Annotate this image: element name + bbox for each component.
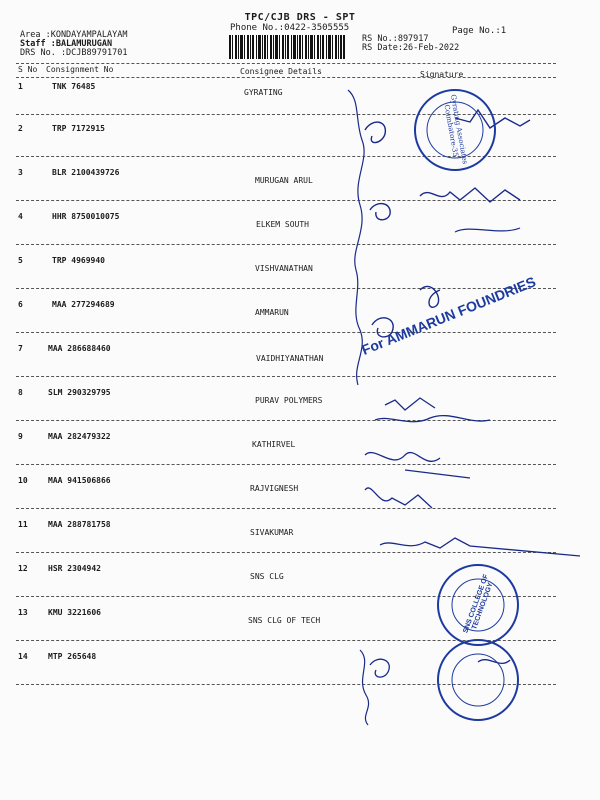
row-sno: 12 [18, 564, 28, 573]
row-consignee: RAJVIGNESH [250, 484, 299, 493]
row-sno: 8 [18, 388, 23, 397]
signature-row11 [380, 538, 580, 556]
row-sno: 5 [18, 256, 23, 265]
row-consignee: KATHIRVEL [252, 440, 296, 449]
row-sno: 9 [18, 432, 23, 441]
signature-bracket-stroke-bottom [360, 650, 369, 725]
row-consignment-no: KMU 3221606 [48, 608, 101, 617]
row-consignment-no: MAA 282479322 [48, 432, 111, 441]
row-consignee: SNS CLG [250, 572, 284, 581]
rs-number: RS No.:897917 [362, 34, 429, 44]
row-consignee: MURUGAN ARUL [255, 176, 313, 185]
row-sno: 10 [18, 476, 28, 485]
row-sno: 14 [18, 652, 28, 661]
gyrating-stamp-text: Gyrating Associates Coimbatore-35 [442, 93, 470, 165]
row-consignee: SNS CLG OF TECH [248, 616, 321, 625]
staff-label: Staff :BALAMURUGAN [20, 39, 113, 49]
signature-row4 [455, 228, 520, 232]
row-consignee: GYRATING [244, 88, 283, 97]
row-sno: 7 [18, 344, 23, 353]
row-consignment-no: MAA 277294689 [52, 300, 115, 309]
signature-row9 [365, 453, 470, 478]
row-sno: 2 [18, 124, 23, 133]
rs-date: RS Date:26-Feb-2022 [362, 43, 460, 53]
row-consignment-no: MAA 941506866 [48, 476, 111, 485]
row-consignment-no: TRP 4969940 [52, 256, 105, 265]
row-sno: 1 [18, 82, 23, 91]
col-consignment: Consignment No [46, 65, 114, 74]
phone-number: Phone No.:0422-3505555 [230, 23, 350, 33]
col-consignee: Consignee Details [240, 67, 322, 76]
row-consignee: ELKEM SOUTH [256, 220, 309, 229]
row-consignment-no: HSR 2304942 [48, 564, 101, 573]
signature-row10 [365, 488, 432, 508]
row-consignment-no: TNK 76485 [52, 82, 96, 91]
row-consignee: VISHVANATHAN [255, 264, 313, 273]
row-consignment-no: MAA 288781758 [48, 520, 111, 529]
signature-row3 [370, 188, 520, 220]
area-label: Area :KONDAYAMPALAYAM [20, 30, 128, 40]
row-consignment-no: MAA 286688460 [48, 344, 111, 353]
ammarun-stamp-text: For AMMARUN FOUNDRIES [359, 273, 538, 358]
sns-stamp-text: SNS COLLEGE OF TECHNOLOGY [462, 573, 495, 635]
document-title: TPC/CJB DRS - SPT [244, 12, 356, 23]
row-sno: 11 [18, 520, 28, 529]
row-consignment-no: TRP 7172915 [52, 124, 105, 133]
row-consignment-no: BLR 2100439726 [52, 168, 120, 177]
row-sno: 3 [18, 168, 23, 177]
row-consignment-no: SLM 290329795 [48, 388, 111, 397]
row-sno: 4 [18, 212, 23, 221]
row-consignment-no: HHR 8750010075 [52, 212, 120, 221]
col-signature: Signature [420, 70, 464, 79]
row-consignee: AMMARUN [255, 308, 289, 317]
page-number: Page No.:1 [452, 26, 507, 36]
row-consignee: VAIDHIYANATHAN [256, 354, 324, 363]
drs-number: DRS No. :DCJB89791701 [20, 48, 128, 58]
row-sno: 6 [18, 300, 23, 309]
row-sno: 13 [18, 608, 28, 617]
row-consignee: SIVAKUMAR [250, 528, 294, 537]
signature-row8 [375, 398, 490, 422]
row-consignment-no: MTP 265648 [48, 652, 97, 661]
row-consignee: PURAV POLYMERS [255, 396, 323, 405]
col-sno: S No [18, 65, 38, 74]
